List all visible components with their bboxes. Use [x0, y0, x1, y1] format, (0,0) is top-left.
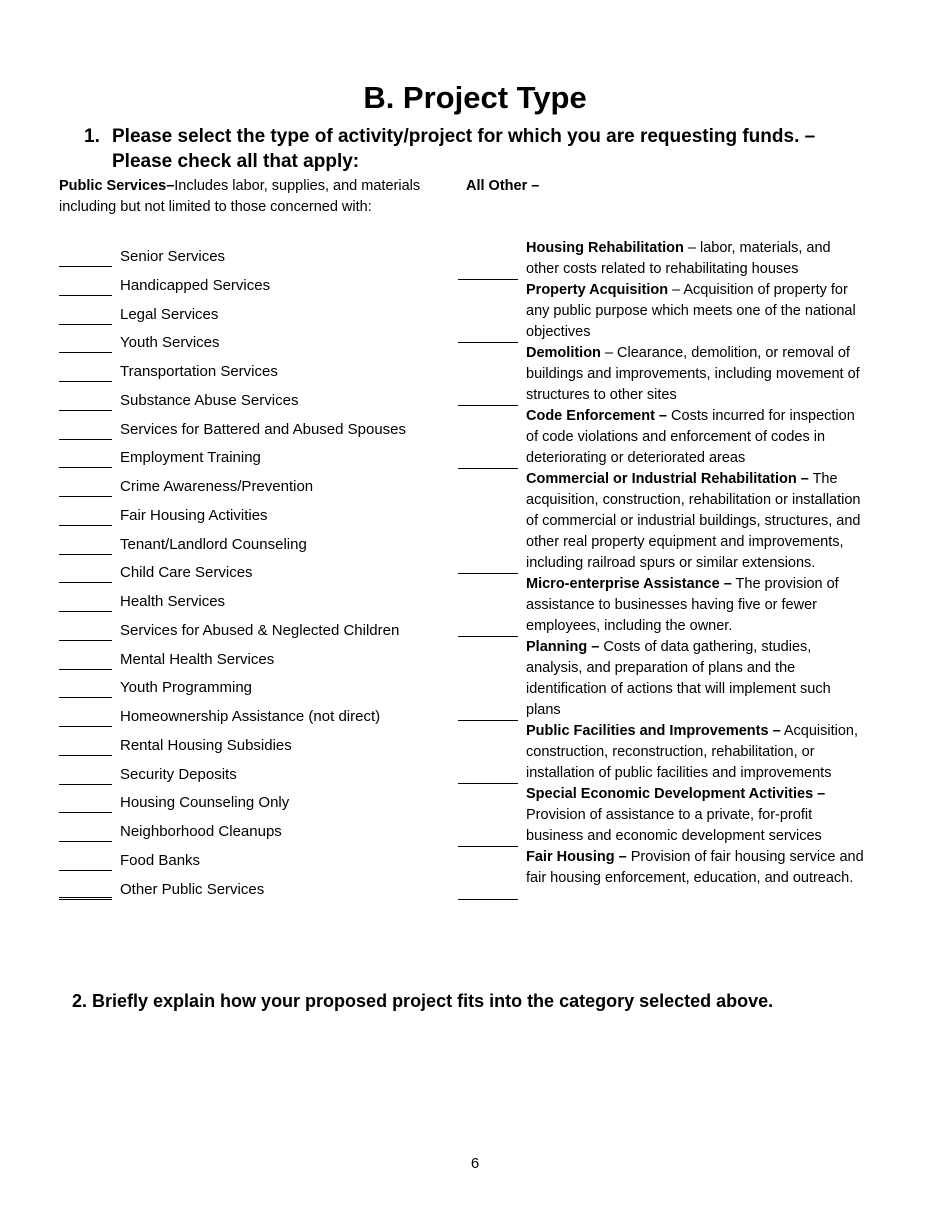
public-service-item [59, 420, 449, 449]
all-other-item-name: Special Economic Development Activities – [526, 786, 826, 802]
checkbox-blank-line[interactable] [59, 755, 112, 756]
checkbox-blank-line[interactable] [458, 342, 518, 343]
public-service-item [59, 650, 449, 679]
checkbox-blank-line[interactable] [59, 295, 112, 296]
public-service-item [59, 247, 449, 276]
public-service-item [59, 765, 449, 794]
all-other-item [526, 280, 866, 343]
public-service-label: Mental Health Services [120, 650, 275, 668]
checkbox-blank-line[interactable] [59, 439, 112, 440]
all-other-item-description: Costs incurred for inspection of code violations and enforcement of codes in deteriorating or deteriorated areas [526, 408, 855, 466]
checkbox-blank-line[interactable] [458, 468, 518, 469]
all-other-item [526, 238, 866, 280]
public-service-item [59, 276, 449, 305]
public-service-item [59, 535, 449, 564]
all-other-item-name: Demolition [526, 345, 601, 361]
checkbox-blank-line[interactable] [458, 720, 518, 721]
all-other-item-name: Property Acquisition [526, 282, 669, 298]
checkbox-blank-line[interactable] [59, 899, 112, 900]
public-service-label: Employment Training [120, 449, 261, 467]
public-service-item [59, 621, 449, 650]
page-number: 6 [470, 1155, 480, 1172]
checkbox-blank-line[interactable] [59, 324, 112, 325]
public-service-label: Fair Housing Activities [120, 506, 268, 524]
checkbox-blank-line[interactable] [59, 812, 112, 813]
checkbox-blank-line[interactable] [59, 897, 112, 898]
public-service-item [59, 793, 449, 822]
public-service-label: Health Services [120, 593, 226, 610]
all-other-item-description: Costs of data gathering, studies, analysis, and preparation of plans and the identification of actions that will implement such plans [526, 639, 831, 718]
all-other-item-description: – Clearance, demolition, or removal of buildings and improvements, including movement of structures to other sites [526, 345, 860, 403]
public-service-label: Youth Programming [120, 679, 253, 697]
all-other-item-name: Code Enforcement – [526, 408, 667, 424]
public-service-item [59, 880, 449, 909]
checkbox-blank-line[interactable] [59, 611, 112, 612]
public-service-item [59, 448, 449, 477]
checkbox-blank-line[interactable] [59, 841, 112, 842]
checkbox-blank-line[interactable] [59, 669, 112, 670]
public-service-item [59, 678, 449, 707]
public-service-item [59, 707, 449, 736]
checkbox-blank-line[interactable] [59, 870, 112, 871]
public-service-label: Food Banks [120, 851, 201, 869]
checkbox-blank-line[interactable] [458, 846, 518, 847]
checkbox-blank-line[interactable] [458, 783, 518, 784]
public-service-label: Other Public Services [120, 880, 265, 898]
public-service-item [59, 506, 449, 535]
checkbox-blank-line[interactable] [458, 636, 518, 637]
checkbox-blank-line[interactable] [59, 381, 112, 382]
public-service-item [59, 822, 449, 851]
checkbox-blank-line[interactable] [59, 640, 112, 641]
public-service-label: Services for Battered and Abused Spouses [120, 420, 407, 438]
public-service-label: Legal Services [120, 305, 219, 323]
public-service-item [59, 305, 449, 334]
public-service-label: Tenant/Landlord Counseling [120, 535, 307, 553]
public-service-item [59, 477, 449, 506]
public-service-label: Youth Services [120, 334, 220, 352]
checkbox-blank-line[interactable] [59, 525, 112, 526]
all-other-item [526, 784, 866, 847]
public-service-item [59, 391, 449, 420]
public-service-label: Homeownership Assistance (not direct) [120, 708, 381, 725]
checkbox-blank-line[interactable] [458, 405, 518, 406]
all-other-item-name: Planning – [526, 639, 600, 655]
public-service-item [59, 851, 449, 880]
all-other-item-description: – labor, materials, and other costs related to rehabilitating houses [526, 240, 831, 277]
all-other-heading: All Other – [466, 178, 540, 194]
public-service-label: Child Care Services [120, 564, 253, 582]
all-other-item-name: Public Facilities and Improvements – [526, 723, 781, 739]
all-other-item [526, 847, 866, 889]
checkbox-blank-line[interactable] [59, 266, 112, 267]
checkbox-blank-line[interactable] [59, 352, 112, 353]
public-service-label: Neighborhood Cleanups [120, 823, 282, 840]
public-service-label: Handicapped Services [120, 276, 271, 294]
public-services-intro: Includes labor, supplies, and materials including but not limited to those concerned with: [59, 178, 421, 215]
page-title: B. Project Type [363, 80, 587, 115]
public-service-item [59, 362, 449, 391]
public-service-item [59, 333, 449, 362]
public-service-label: Services for Abused & Neglected Children [120, 621, 400, 639]
public-service-label: Rental Housing Subsidies [120, 736, 292, 754]
all-other-item [526, 406, 866, 469]
checkbox-blank-line[interactable] [59, 784, 112, 785]
all-other-item [526, 469, 866, 574]
checkbox-blank-line[interactable] [59, 697, 112, 698]
public-service-item [59, 592, 449, 621]
checkbox-blank-line[interactable] [59, 726, 112, 727]
question-1 [84, 124, 844, 174]
all-other-list [526, 238, 866, 889]
question-2: 2. Briefly explain how your proposed project fits into the category selected above. [72, 991, 774, 1011]
checkbox-blank-line[interactable] [458, 899, 518, 900]
all-other-item-name: Housing Rehabilitation [526, 240, 684, 256]
all-other-item-name: Commercial or Industrial Rehabilitation – [526, 471, 809, 487]
question-1-text: Please select the type of activity/project for which you are requesting funds. – Please check all that apply: [112, 126, 816, 172]
all-other-item [526, 574, 866, 637]
checkbox-blank-line[interactable] [59, 410, 112, 411]
all-other-item-description: Provision of assistance to a private, for-profit business and economic development services [526, 807, 822, 844]
all-other-item-name: Fair Housing – [526, 849, 627, 865]
checkbox-blank-line[interactable] [458, 279, 518, 280]
all-other-item [526, 721, 866, 784]
public-service-item [59, 736, 449, 765]
public-service-label: Housing Counseling Only [120, 794, 290, 812]
checkbox-blank-line[interactable] [458, 573, 518, 574]
all-other-item-description: The provision of assistance to businesses having five or fewer employees, including the owner. [526, 576, 839, 634]
checkbox-blank-line[interactable] [59, 496, 112, 497]
public-service-label: Crime Awareness/Prevention [120, 478, 314, 495]
all-other-item-description: Provision of fair housing service and fair housing enforcement, education, and outreach. [526, 849, 864, 886]
public-service-label: Security Deposits [120, 765, 237, 783]
all-other-item [526, 637, 866, 721]
all-other-item-description: The acquisition, construction, rehabilitation or installation of commercial or industrial buildings, structures, and other real property equipment and improvements, including railroad spurs or similar extensions. [526, 471, 861, 571]
all-other-item [526, 343, 866, 406]
public-service-label: Transportation Services [120, 363, 278, 380]
public-service-label: Substance Abuse Services [120, 391, 299, 409]
public-service-item [59, 563, 449, 592]
all-other-item-description: Acquisition, construction, reconstruction, rehabilitation, or installation of public facilities and improvements [526, 723, 859, 781]
public-service-label: Senior Services [120, 248, 226, 265]
checkbox-blank-line[interactable] [59, 554, 112, 555]
public-services-heading: Public Services– [59, 178, 175, 194]
public-services-header [59, 176, 449, 218]
question-1-number: 1. [84, 126, 100, 147]
checkbox-blank-line[interactable] [59, 582, 112, 583]
checkbox-blank-line[interactable] [59, 467, 112, 468]
all-other-item-description: – Acquisition of property for any public purpose which meets one of the national objectives [526, 282, 856, 340]
all-other-item-name: Micro-enterprise Assistance – [526, 576, 732, 592]
